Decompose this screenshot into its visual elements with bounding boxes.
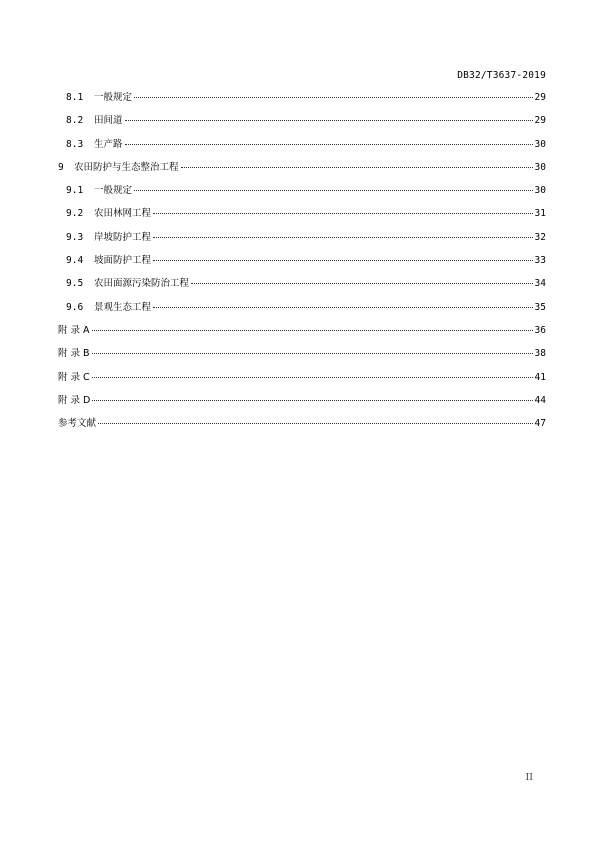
toc-entry-9-5[interactable] [58, 275, 546, 298]
dot-leader [153, 213, 533, 214]
toc-entry-title: 坡面防护工程 [94, 255, 152, 267]
toc-entry-8-3[interactable] [58, 136, 546, 159]
toc-entry-page: 34 [534, 278, 546, 290]
toc-entry-title: 景观生态工程 [94, 301, 152, 313]
toc-entry-number: 9.6 [66, 301, 84, 313]
document-code: DB32/T3637-2019 [457, 70, 546, 81]
dot-leader [92, 400, 532, 401]
toc-entry-page: 33 [534, 255, 546, 267]
toc-entry-title: 参考文献 [58, 418, 97, 430]
dot-leader [125, 120, 533, 121]
toc-entry-page: 31 [534, 208, 546, 220]
toc-entry-title: 田间道 [94, 115, 123, 127]
toc-entry-appendix-b[interactable] [58, 345, 546, 368]
dot-leader [92, 330, 533, 331]
toc-entry-title: 附 录 D [58, 394, 91, 406]
toc-entry-page: 41 [534, 371, 546, 383]
toc-entry-appendix-a[interactable] [58, 322, 546, 345]
toc-entry-number: 9.2 [66, 208, 84, 220]
toc-entry-9-4[interactable] [58, 252, 546, 275]
toc-entry-9-1[interactable] [58, 182, 546, 205]
dot-leader [191, 283, 533, 284]
toc-entry-number: 8.1 [66, 92, 84, 103]
toc-entry-title: 岸坡防护工程 [94, 231, 152, 243]
toc-entry-8-1[interactable] [58, 89, 546, 112]
toc-entry-title: 一般规定 [94, 92, 133, 103]
toc-entry-title: 农田防护与生态整治工程 [74, 161, 179, 173]
toc-entry-page: 29 [534, 115, 546, 127]
toc-entry-number: 8.2 [66, 115, 84, 127]
toc-entry-page: 38 [534, 348, 546, 360]
toc-entry-title: 附 录 C [58, 371, 90, 383]
dot-leader [98, 423, 533, 424]
toc-entry-page: 35 [534, 301, 546, 313]
toc-entry-number: 9.3 [66, 231, 84, 243]
toc-entry-title: 农田林网工程 [94, 208, 152, 220]
dot-leader [181, 167, 533, 168]
toc-entry-title: 附 录 A [58, 324, 90, 336]
dot-leader [92, 353, 533, 354]
toc-entry-number: 9.1 [66, 185, 84, 197]
toc-entry-page: 30 [534, 185, 546, 197]
toc-entry-page: 44 [534, 394, 546, 406]
toc-entry-number: 9.4 [66, 255, 84, 267]
toc-entry-page: 47 [534, 418, 546, 430]
dot-leader [134, 97, 533, 98]
toc-entry-number: 8.3 [66, 138, 84, 150]
toc-entry-title: 附 录 B [58, 348, 90, 360]
toc-entry-page: 36 [534, 324, 546, 336]
dot-leader [153, 260, 533, 261]
table-of-contents [58, 89, 546, 438]
toc-entry-appendix-d[interactable] [58, 392, 546, 415]
page-number: II [525, 772, 533, 783]
toc-entry-references[interactable] [58, 415, 546, 438]
toc-entry-9-3[interactable] [58, 229, 546, 252]
toc-entry-9-6[interactable] [58, 299, 546, 322]
toc-entry-number: 9.5 [66, 278, 84, 290]
toc-entry-page: 30 [534, 138, 546, 150]
toc-entry-page: 30 [534, 161, 546, 173]
dot-leader [153, 237, 533, 238]
toc-entry-title: 一般规定 [94, 185, 133, 197]
toc-entry-page: 32 [534, 231, 546, 243]
dot-leader [92, 377, 533, 378]
toc-entry-page: 29 [534, 92, 546, 103]
toc-entry-9-2[interactable] [58, 205, 546, 228]
toc-entry-title: 生产路 [94, 138, 123, 150]
dot-leader [125, 144, 533, 145]
dot-leader [134, 190, 533, 191]
toc-entry-8-2[interactable] [58, 112, 546, 135]
toc-entry-appendix-c[interactable] [58, 369, 546, 392]
dot-leader [153, 307, 533, 308]
toc-entry-9[interactable] [58, 159, 546, 182]
toc-entry-title: 农田面源污染防治工程 [94, 278, 190, 290]
toc-entry-number: 9 [58, 161, 64, 173]
